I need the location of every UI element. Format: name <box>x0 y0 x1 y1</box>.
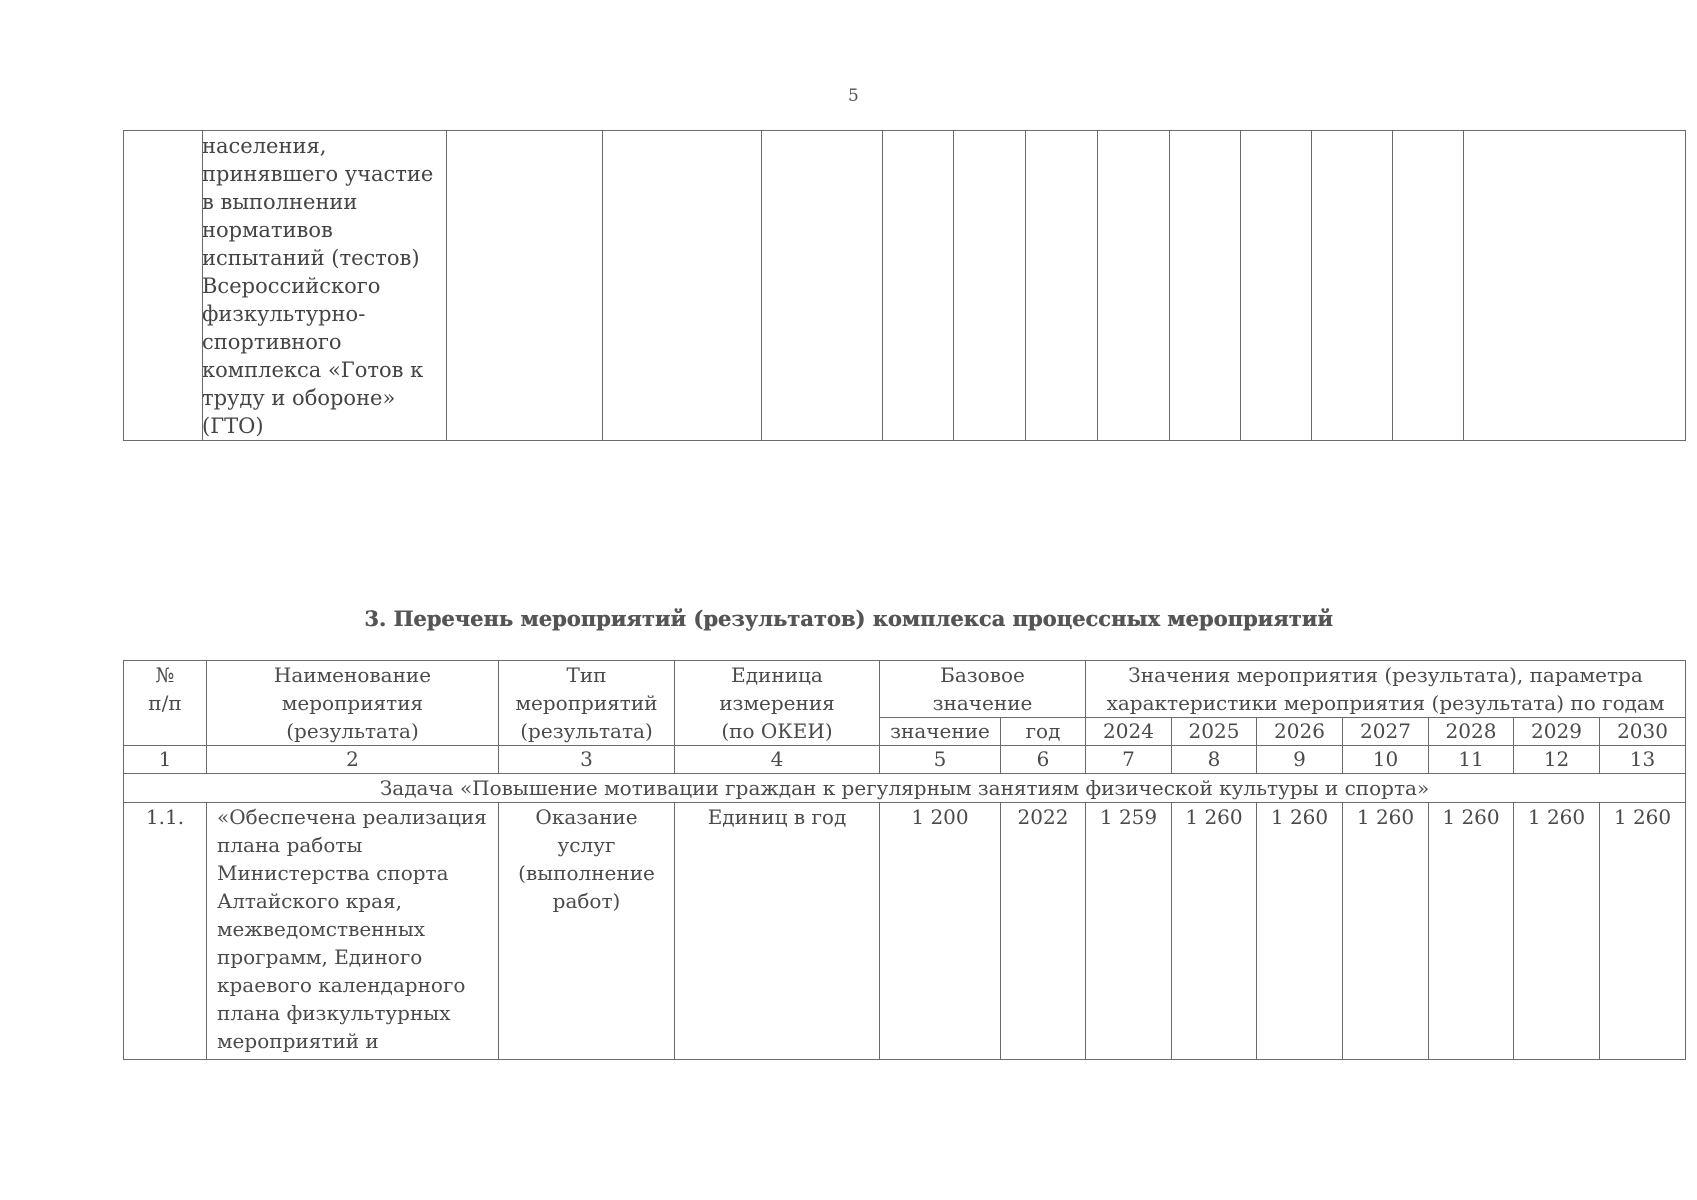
continuation-table <box>123 130 1686 441</box>
row-name: «Обеспечена реализация плана работы Министерства спорта Алтайского края, межведомственных программ, Единого краевого календарного плана физкультурных мероприятий и <box>207 803 499 1060</box>
empty-cell <box>1170 131 1241 441</box>
column-number: 10 <box>1343 746 1429 774</box>
column-number-row <box>124 746 1686 774</box>
header-year: 2026 <box>1257 718 1343 746</box>
header-num: № п/п <box>124 661 207 746</box>
column-number: 3 <box>499 746 675 774</box>
row-value: 1 260 <box>1172 803 1257 1060</box>
column-number: 8 <box>1172 746 1257 774</box>
row-base-value: 1 200 <box>880 803 1001 1060</box>
task-title: Задача «Повышение мотивации граждан к регулярным занятиям физической культуры и спорта» <box>124 774 1686 803</box>
column-number: 5 <box>880 746 1001 774</box>
header-year: 2030 <box>1600 718 1686 746</box>
header-base-year: год <box>1001 718 1086 746</box>
row-num: 1.1. <box>124 803 207 1060</box>
column-number: 7 <box>1086 746 1172 774</box>
header-year: 2028 <box>1429 718 1514 746</box>
empty-cell <box>883 131 954 441</box>
section-title: 3. Перечень мероприятий (результатов) комплекса процессных мероприятий <box>364 606 1333 631</box>
column-number: 12 <box>1514 746 1600 774</box>
empty-cell <box>1393 131 1464 441</box>
empty-cell <box>1026 131 1098 441</box>
header-unit: Единица измерения (по ОКЕИ) <box>675 661 880 746</box>
row-value: 1 260 <box>1257 803 1343 1060</box>
header-base-value: значение <box>880 718 1001 746</box>
continuation-name-cell <box>124 131 447 441</box>
empty-cell <box>954 131 1026 441</box>
header-name: Наименование мероприятия (результата) <box>207 661 499 746</box>
empty-cell <box>1312 131 1393 441</box>
continuation-text: населения, принявшего участие в выполнении нормативов испытаний (тестов) Всероссийского физкультурно- спортивного комплекса «Готов к труду и обороне» (ГТО) <box>202 134 434 438</box>
header-year: 2029 <box>1514 718 1600 746</box>
empty-cell <box>762 131 883 441</box>
row-base-year: 2022 <box>1001 803 1086 1060</box>
row-value: 1 259 <box>1086 803 1172 1060</box>
column-number: 4 <box>675 746 880 774</box>
empty-cell <box>447 131 603 441</box>
header-base: Базовое значение <box>880 661 1086 718</box>
row-type: Оказание услуг (выполнение работ) <box>499 803 675 1060</box>
row-value: 1 260 <box>1514 803 1600 1060</box>
column-number: 11 <box>1429 746 1514 774</box>
empty-cell <box>1241 131 1312 441</box>
header-year: 2025 <box>1172 718 1257 746</box>
empty-cell <box>1464 131 1686 441</box>
header-type: Тип мероприятий (результата) <box>499 661 675 746</box>
row-value: 1 260 <box>1429 803 1514 1060</box>
header-values: Значения мероприятия (результата), параметра характеристики мероприятия (результата) по годам <box>1086 661 1686 718</box>
column-number: 2 <box>207 746 499 774</box>
table-row <box>124 803 1686 1060</box>
continuation-row <box>124 131 1686 441</box>
task-row <box>124 774 1686 803</box>
row-unit: Единиц в год <box>675 803 880 1060</box>
empty-cell <box>1098 131 1170 441</box>
column-number: 9 <box>1257 746 1343 774</box>
column-number: 1 <box>124 746 207 774</box>
empty-cell <box>603 131 762 441</box>
header-row <box>124 661 1686 718</box>
page-number: 5 <box>848 86 859 106</box>
row-value: 1 260 <box>1343 803 1429 1060</box>
column-number: 6 <box>1001 746 1086 774</box>
column-number: 13 <box>1600 746 1686 774</box>
measures-table <box>123 660 1686 1060</box>
header-year: 2027 <box>1343 718 1429 746</box>
row-value: 1 260 <box>1600 803 1686 1060</box>
header-year: 2024 <box>1086 718 1172 746</box>
